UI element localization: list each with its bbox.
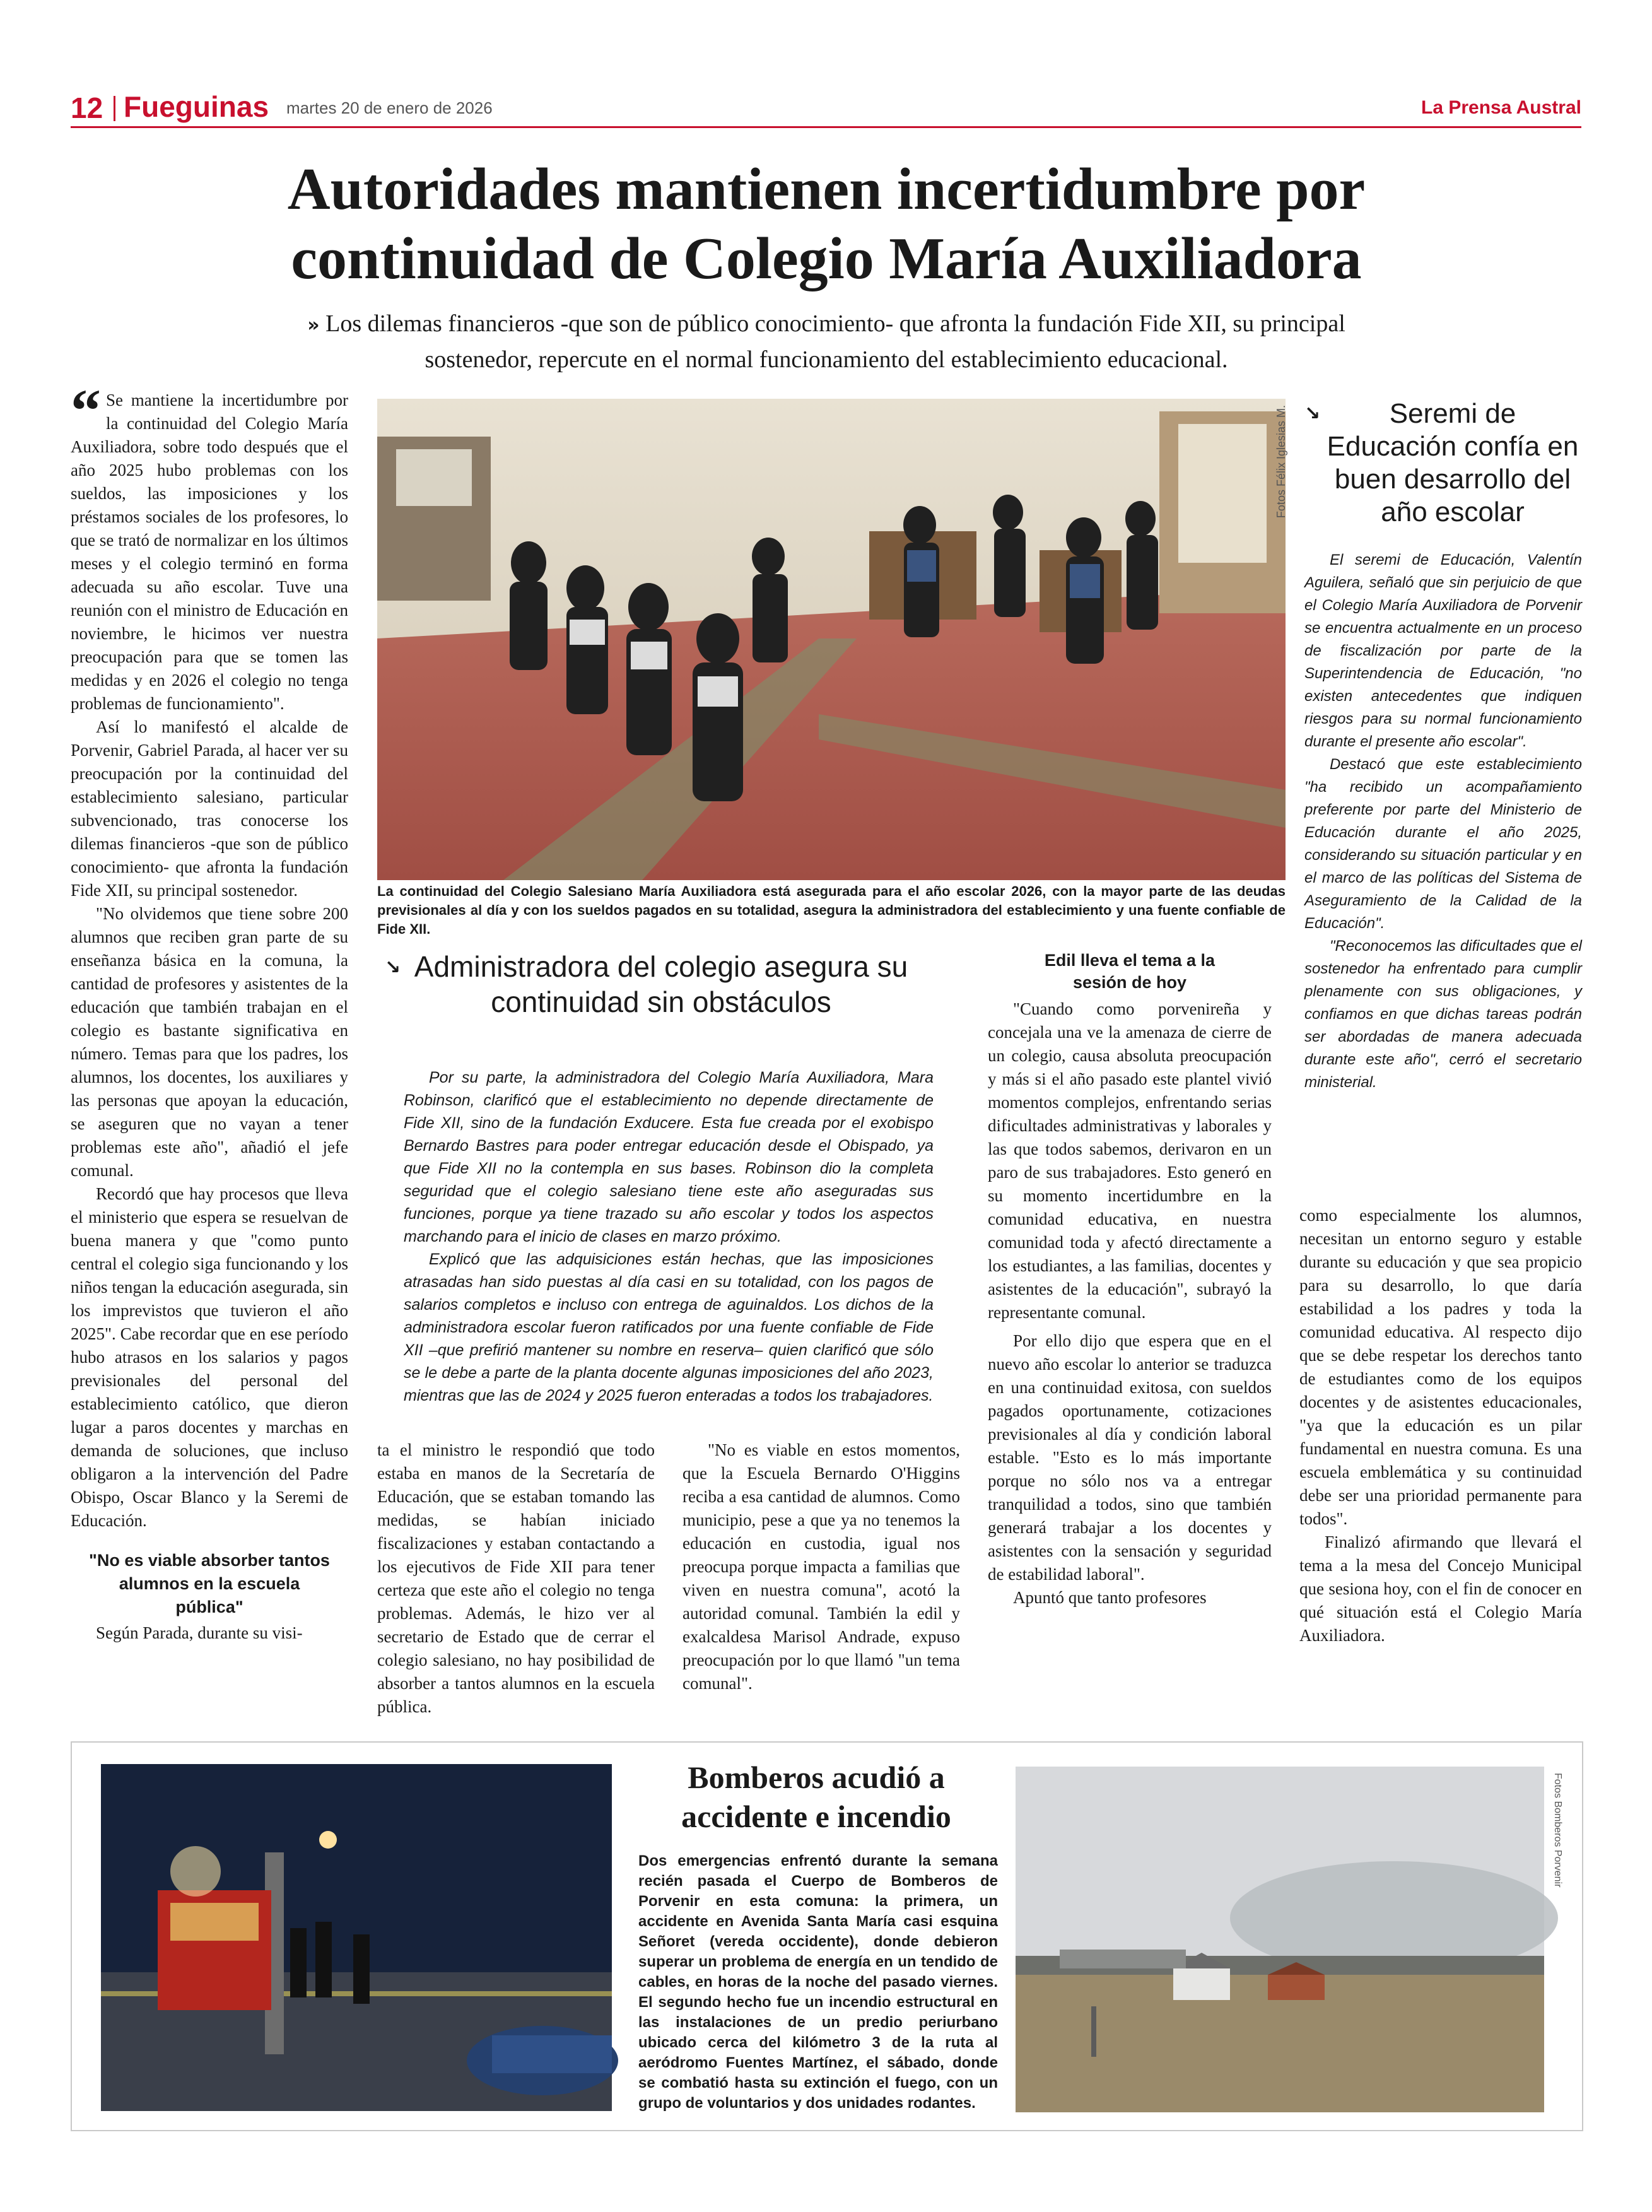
col3b-paragraph: "No es viable en estos momentos, que la Escuela Bernardo O'Higgins reciba a esa cantidad de alumnos. Como municipio, pese a que ya no tenemos la educación en custodia, igual nos preocupa porque impacta a familias que viven en nuestra comuna", acotó la autoridad comunal. También la edil y exalcaldesa Marisol Andrade, expuso preocupación por lo que llamó "un tema comunal". <box>682 1440 960 1693</box>
column-1 <box>71 377 348 1645</box>
seremi-paragraph-3: "Reconocemos las dificultades que el sostenedor ha enfrentado para cumplir plenamente con sus obligaciones, y confiamos en que dichas tareas podrán ser abordadas de manera adecuada durante este año", cerró el secretario ministerial. <box>1304 938 1582 1091</box>
photo-credit: Fotos Félix Iglesias M. <box>1275 405 1287 519</box>
deck-text: Los dilemas financieros -que son de público conocimiento- que afronta la fundación Fide XII, su principal sostenedor, repercute en el normal funcionamiento del establecimiento educacional. <box>325 310 1345 373</box>
col2b-paragraph: ta el ministro le respondió que todo estaba en manos de la Secretaría de Educación, que se estaban tomando las medidas, se habían iniciado fiscalizaciones y estaban contactando a los ejecutivos de Fide XII para tener certeza que este año el colegio no tenga problemas. Además, le hizo ver al secretario de Estado que de cerrar el colegio salesiano, no hay posibilidad de absorber a tantos alumnos en la escuela pública. <box>377 1440 655 1716</box>
col4-paragraph-2: Por ello dijo que espera que en el nuevo año escolar lo anterior se traduzca en una continuidad exitosa, con sueldos pagados oportunamente, cotizaciones previsionales al día y condición laboral estable. "Esto es lo más importante porque no sólo nos va a entregar tranquilidad a todos, sino que también generará trabajar a los docentes y asistentes con la sensación y seguridad de estabilidad laboral". <box>988 1331 1272 1584</box>
night-accident-image <box>101 1764 612 2111</box>
fire-photo <box>1016 1767 1563 2112</box>
column-3b <box>682 1438 960 1695</box>
col1-paragraph-4: Recordó que hay procesos que lleva el ministerio que espera se resuelvan de buena manera y que "como punto central el colegio siga funcionando y los niños tengan la educación asegurada, sin los imprevistos que tuvieron el año 2025". Cabe recordar que en ese período hubo atrasos en los salarios y pagos previsionales del personal del establecimiento católico, que dieron lugar a paros docentes y marchas en demanda de soluciones, que incluso obligaron a la intervención del Padre Obispo, Oscar Blanco y la Seremi de Educación. <box>71 1184 348 1530</box>
rural-fire-image <box>1016 1767 1544 2112</box>
col4-subhead: Edil lleva el tema a la sesión de hoy <box>1044 951 1216 992</box>
seremi-paragraph-1: El seremi de Educación, Valentín Aguilera, señaló que sin perjuicio de que el Colegio María Auxiliadora de Porvenir se encuentra actualmente en un proceso de fiscalización por parte de la Superintendencia de Educación, "no existen antecedentes que indiquen riesgos para su normal funcionamiento durante el presente año escolar". <box>1304 551 1582 750</box>
page-header <box>71 88 1581 129</box>
admin-paragraph-2: Explicó que las adquisiciones están hechas, que las imposiciones atrasadas han sido puestas al día casi en su totalidad, con los pagos de salarios completos e incluso con entrega de aguinaldos. Los dichos de la administradora escolar fueron ratificados por una fuente confiable de Fide XII –que prefirió mantener su nombre en reserva– quien clarificó que sólo se le debe a parte de la planta docente algunas imposiciones del año 2023, mientras que las de 2024 y 2025 fueron enteradas a todos los trabajadores. <box>404 1250 934 1404</box>
bomberos-body: Dos emergencias enfrentó durante la semana recién pasada el Cuerpo de Bomberos de Porvenir en esta comuna: la primera, un accidente en Avenida Santa María casi esquina Señoret (vereda occidente), donde debieron superar un problema de energía en un tendido de cables, en horas de la noche del pasado viernes. El segundo hecho fue un incendio estructural en las instalaciones de un predio periurbano ubicado cerca del kilómetro 3 de la ruta al aeródromo Fuentes Martínez, el sábado, donde se combatió hasta su extinción el fuego, con un grupo de voluntarios y dos unidades rodantes. <box>638 1852 998 2112</box>
deck <box>284 307 1369 377</box>
school-hallway-image <box>377 399 1286 880</box>
col5-paragraph-2: Finalizó afirmando que llevará el tema a la mesa del Concejo Municipal que sesiona hoy, con el fin de conocer en qué situación está el Colegio María Auxiliadora. <box>1299 1533 1582 1645</box>
column-5 <box>1299 1204 1582 1647</box>
seremi-arrow-icon: ↘ <box>1304 403 1321 425</box>
photo-caption: La continuidad del Colegio Salesiano María Auxiliadora está asegurada para el año escolar 2026, con la mayor parte de las deudas previsionales al día y con los sueldos pagados en su totalidad, asegura la administradora del establecimiento y una fuente confiable de Fide XII. <box>377 883 1286 937</box>
col1-paragraph-5: Según Parada, durante su visi- <box>96 1623 303 1642</box>
deck-arrow-icon: » <box>307 314 320 336</box>
column-4 <box>988 950 1272 1609</box>
accident-photo <box>101 1764 612 2111</box>
seremi-paragraph-2: Destacó que este establecimiento "ha recibido un acompañamiento preferente por parte del Ministerio de Educación durante el año 2025, considerando su situación particular y en el marco de las políticas del Sistema de Aseguramiento de la Calidad de la Educación". <box>1304 756 1582 932</box>
seremi-title: Seremi de Educación confía en buen desarrollo del año escolar <box>1327 398 1579 527</box>
headline: Autoridades mantienen incertidumbre por continuidad de Colegio María Auxiliadora <box>287 156 1366 291</box>
admin-title: Administradora del colegio asegura su continuidad sin obstáculos <box>414 950 908 1018</box>
col4-paragraph-1: "Cuando como porvenireña y concejala una ve la amenaza de cierre de un colegio, causa absoluta preocupación y más si el año pasado este plantel vivió momentos complejos, enfrentando serias dificultades administrativas y laborales y las que todos sabemos, derivaron en un paro de sus trabajadores. Esto generó en su momento incertidumbre en la comunidad educativa, en nuestra comunidad toda y afectó directamente a los estudiantes, a las familias, docentes y asistentes de la educación", subrayó la representante comunal. <box>988 999 1272 1322</box>
page-number: 12 <box>71 91 103 124</box>
seremi-body <box>1304 549 1582 1094</box>
col5-paragraph-1: como especialmente los alumnos, necesitan un entorno seguro y estable durante su educación y que sea propicio para su desarrollo, lo que daría estabilidad a los padres y toda la comunidad educativa. Al respecto dijo que se debe respetar los derechos tanto de estudiantes como de los equipos docentes y de asistentes educacionales, "ya que la educación es un pilar fundamental en nuestra comuna. Es una escuela emblemática y su continuidad debe ser una prioridad permanente para todos". <box>1299 1206 1582 1528</box>
col1-paragraph-3: "No olvidemos que tiene sobre 200 alumnos que reciben gran parte de su enseñanza básica en la comuna, la cantidad de profesores y asistentes de la educación que también trabajan en el colegio es bastante significativa en número. Temas para que los padres, los alumnos, los docentes, los auxiliares y las personas que apoyan la educación, se aseguren que no vayan a tener problemas este año", añadió el jefe comunal. <box>71 904 348 1180</box>
column-2b <box>377 1438 655 1719</box>
issue-date: martes 20 de enero de 2026 <box>286 98 493 117</box>
admin-body <box>404 1066 934 1407</box>
col1-lead-paragraph: “ Se mantiene la incertidumbre por la continuidad del Colegio María Auxiliadora, sobre todo después que el año 2025 hubo problemas con los sueldos, las imposiciones y los préstamos sociales de los profesores, lo que se trató de normalizar en los últimos meses y el colegio terminó en forma adecuada su año escolar. Tuve una reunión con el ministro de Educación en noviembre, le hicimos ver nuestra preocupación para que se tomen las medidas y en 2026 el colegio no tenga problemas de funcionamiento". <box>71 377 348 713</box>
col4-paragraph-3: Apuntó que tanto profesores <box>1013 1588 1207 1607</box>
header-rule <box>71 126 1581 128</box>
col1-paragraph-2: Así lo manifestó el alcalde de Porvenir, Gabriel Parada, al hacer ver su preocupación por la continuidad del establecimiento salesiano, particular subvencionado, tras conocerse los dilemas financieros -que son de público conocimiento- que afronta la fundación Fide XII, su principal sostenedor. <box>71 717 348 900</box>
admin-paragraph-1: Por su parte, la administradora del Colegio María Auxiliadora, Mara Robinson, clarificó que el establecimiento no depende directamente de Fide XII, sino de la fundación Exducere. Esta fue creada por el exobispo Bernardo Bastres para poder entregar educación desde el Obispado, ya que Fide XII no la contempla en sus bases. Robinson dio la completa seguridad que el colegio salesiano tiene este año aseguradas sus funciones, porque ya tiene trazado su año escolar y todos los aspectos marchando para el inicio de clases en marzo próximo. <box>404 1069 934 1245</box>
bomberos-title: Bomberos acudió a accidente e incendio <box>681 1760 951 1834</box>
quote-mark-icon: “ <box>71 377 101 444</box>
main-photo <box>377 399 1286 880</box>
section-name: Fueguinas <box>124 90 269 123</box>
col1-subhead: "No es viable absorber tantos alumnos en la escuela pública" <box>89 1551 330 1616</box>
fire-photo-credit: Fotos Bomberos Porvenir <box>1552 1773 1563 1888</box>
publication-name: La Prensa Austral <box>1421 97 1581 118</box>
bomberos-box <box>71 1741 1583 2131</box>
admin-arrow-icon: ↘ <box>385 956 401 979</box>
header-divider <box>114 96 115 121</box>
